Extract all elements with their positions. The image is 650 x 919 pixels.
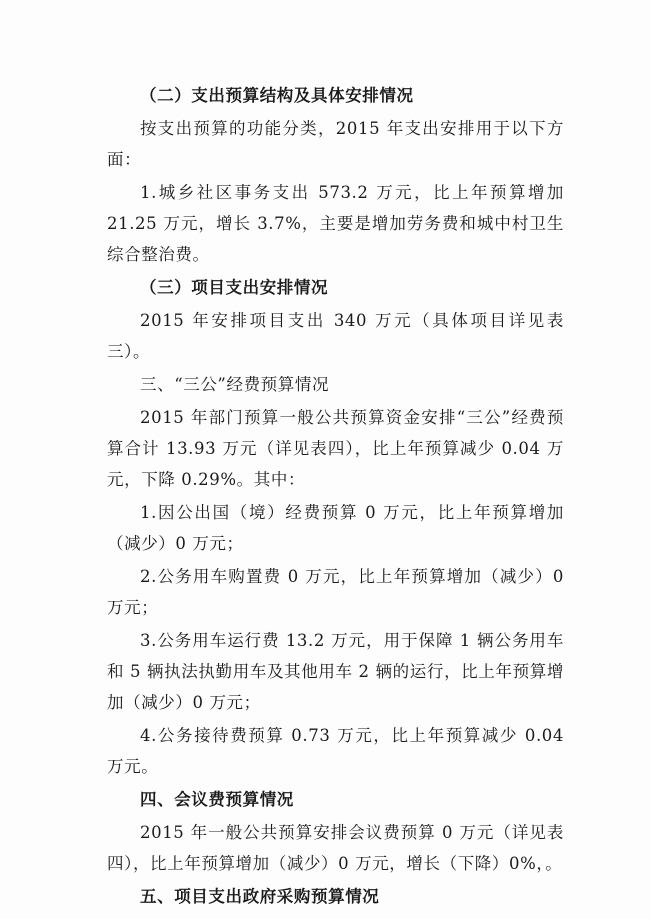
section-heading-meeting-expenses: 四、会议费预算情况	[140, 790, 294, 809]
section-heading-expenditure-structure: （二）支出预算结构及具体安排情况	[140, 86, 414, 105]
paragraph-meeting-expenses: 2015 年一般公共预算安排会议费预算 0 万元（详见表四），比上年预算增加（减少）0 万元，增长（下降）0%，。	[107, 823, 564, 873]
paragraph-three-public-total: 2015 年部门预算一般公共预算资金安排“三公”经费预算合计 13.93 万元（详见表四），比上年预算减少 0.04 万元，下降 0.29%。其中：	[107, 408, 564, 489]
paragraph-vehicle-operation: 3.公务用车运行费 13.2 万元，用于保障 1 辆公务用车和 5 辆执法执勤用车及其他用车 2 辆的运行，比上年预算增加（减少）0 万元；	[107, 631, 564, 712]
paragraph-vehicle-purchase: 2.公务用车购置费 0 万元，比上年预算增加（减少）0 万元；	[107, 567, 564, 617]
section-heading-government-procurement: 五、项目支出政府采购预算情况	[140, 887, 380, 906]
paragraph-reception: 4.公务接待费预算 0.73 万元，比上年预算减少 0.04 万元。	[107, 726, 564, 776]
section-heading-project-expenditure: （三）项目支出安排情况	[140, 278, 329, 297]
paragraph-project-expenditure-amount: 2015 年安排项目支出 340 万元（具体项目详见表三）。	[107, 311, 564, 361]
section-heading-three-public-expenses: 三、“三公”经费预算情况	[140, 375, 330, 394]
paragraph-overseas-travel: 1.因公出国（境）经费预算 0 万元，比上年预算增加（减少）0 万元；	[107, 503, 564, 553]
paragraph-functional-classification: 按支出预算的功能分类，2015 年支出安排用于以下方面：	[107, 119, 564, 169]
paragraph-urban-rural-affairs: 1.城乡社区事务支出 573.2 万元，比上年预算增加 21.25 万元，增长 3.7%，主要是增加劳务费和城中村卫生综合整治费。	[107, 183, 564, 264]
